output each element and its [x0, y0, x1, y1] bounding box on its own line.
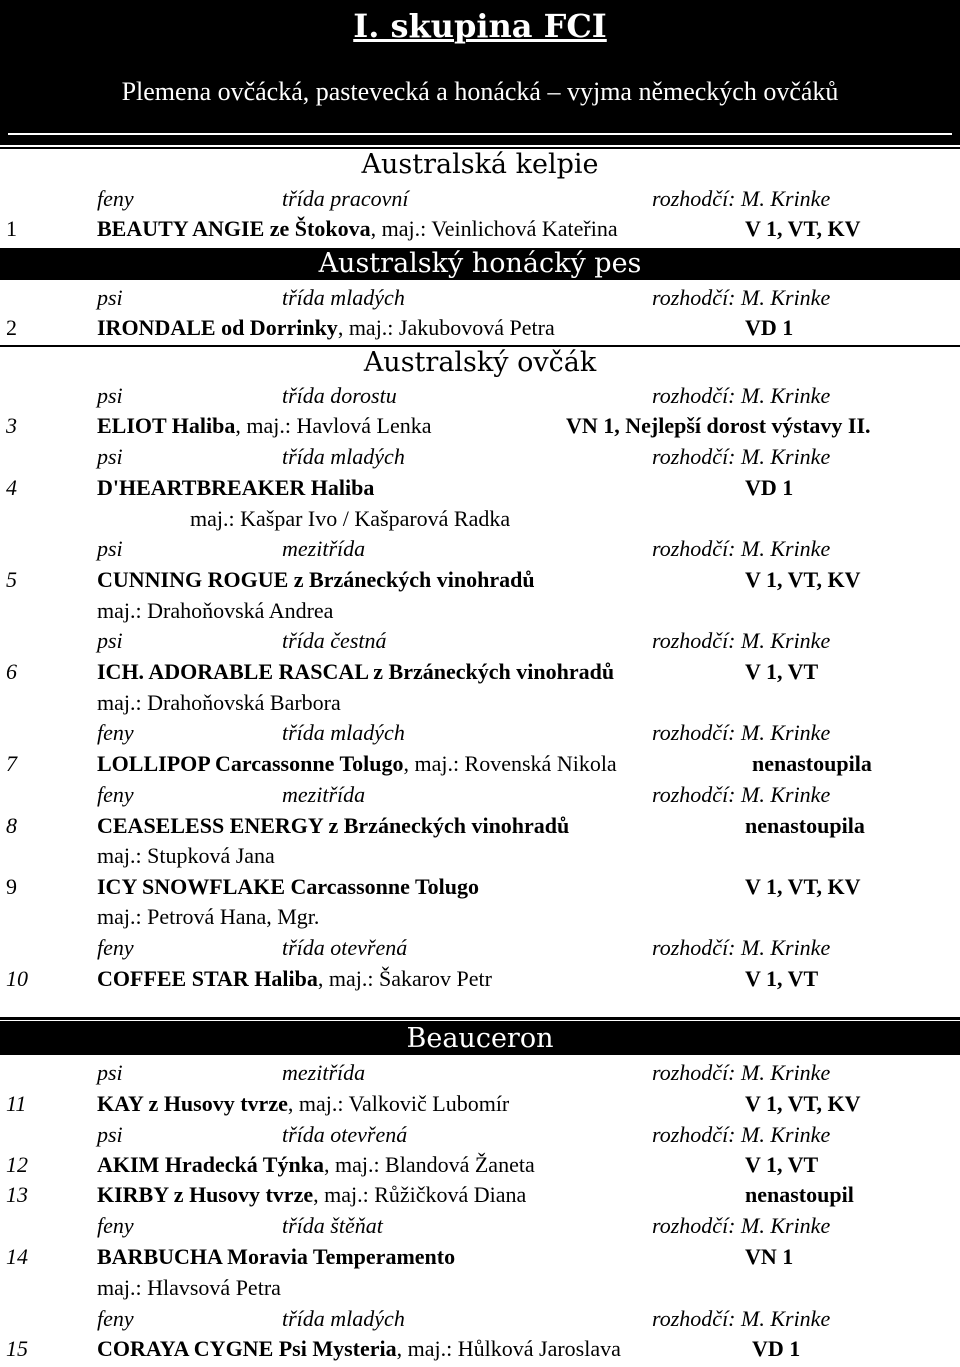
dog-name-text: AKIM Hradecká Týnka [97, 1152, 324, 1177]
class-row [0, 933, 960, 963]
dog-name-text: BEAUTY ANGIE ze Štokova [97, 216, 371, 241]
dog-name-text: COFFEE STAR Haliba [97, 966, 318, 991]
dog-name-text: ICH. ADORABLE RASCAL z Brzáneckých vinohradů [97, 659, 615, 684]
class-sex: feny [97, 1213, 134, 1238]
entry-number: 4 [6, 475, 17, 500]
owner-inline: , maj.: Veinlichová Kateřina [370, 216, 618, 241]
class-name: třída štěňat [282, 1213, 383, 1238]
owner-prefix: maj.: [97, 904, 148, 929]
class-name: třída otevřená [282, 935, 408, 960]
header-rule [8, 133, 952, 135]
class-sex: feny [97, 935, 134, 960]
entry-number: 12 [6, 1152, 28, 1177]
class-row [0, 626, 960, 656]
class-row [0, 1058, 960, 1088]
owner-prefix: maj.: [97, 1275, 148, 1300]
dog-name [97, 1089, 509, 1119]
breed-heading-kelpie: Australská kelpie [0, 147, 960, 181]
entry-row [0, 1334, 960, 1364]
judge-label: rozhodčí: M. Krinke [652, 628, 831, 653]
entry-number: 8 [6, 813, 17, 838]
dog-name-text: ELIOT Haliba [97, 413, 236, 438]
class-sex: feny [97, 186, 134, 211]
class-sex: feny [97, 720, 134, 745]
judge-label: rozhodčí: M. Krinke [652, 383, 831, 408]
result: VN 1 [745, 1244, 794, 1269]
class-name: třída mladých [282, 720, 405, 745]
result: VD 1 [745, 475, 794, 500]
owner-name: Drahoňovská Andrea [147, 598, 334, 623]
dog-name-text: BARBUCHA Moravia Temperamento [97, 1244, 456, 1269]
dog-name [97, 1180, 526, 1210]
class-sex: feny [97, 782, 134, 807]
dog-name-text: LOLLIPOP Carcassonne Tolugo [97, 751, 404, 776]
result: V 1, VT, KV [745, 216, 861, 241]
class-row [0, 1304, 960, 1334]
judge-label: rozhodčí: M. Krinke [652, 1060, 831, 1085]
result: V 1, VT, KV [745, 874, 861, 899]
dog-name [97, 214, 618, 244]
entry-row [0, 1150, 960, 1180]
owner-line [97, 596, 333, 626]
entry-number: 7 [6, 751, 17, 776]
result: V 1, VT [745, 966, 819, 991]
class-row [0, 442, 960, 472]
entry-number: 5 [6, 567, 17, 592]
class-name: třída čestná [282, 628, 387, 653]
result: nenastoupila [752, 751, 872, 776]
dog-name-text: CEASELESS ENERGY z Brzáneckých vinohradů [97, 813, 570, 838]
owner-name: Stupková Jana [147, 843, 275, 868]
dog-name [97, 964, 492, 994]
class-sex: psi [97, 444, 123, 469]
judge-label: rozhodčí: M. Krinke [652, 1213, 831, 1238]
class-row [0, 1120, 960, 1150]
result: V 1, VT, KV [745, 567, 861, 592]
class-name: třída mladých [282, 285, 405, 310]
result: VD 1 [745, 315, 794, 340]
group-header [0, 0, 960, 145]
entry-number: 9 [6, 874, 17, 899]
result: VN 1, Nejlepší dorost výstavy II. [566, 413, 871, 438]
entry-number: 10 [6, 966, 28, 991]
dog-name-text: CORAYA CYGNE Psi Mysteria [97, 1336, 397, 1361]
dog-name [97, 749, 617, 779]
class-sex: psi [97, 1122, 123, 1147]
entry-row [0, 214, 960, 244]
breed-heading-shepherd: Australský ovčák [0, 345, 960, 379]
owner-line [97, 841, 275, 871]
entry-number: 13 [6, 1182, 28, 1207]
owner-line [97, 902, 319, 932]
class-row [0, 534, 960, 564]
entry-row [0, 749, 960, 779]
result: V 1, VT [745, 1152, 819, 1177]
owner-name: Kašpar Ivo / Kašparová Radka [240, 506, 511, 531]
owner-inline: , maj.: Hůlková Jaroslava [396, 1336, 621, 1361]
entry-row [0, 473, 960, 503]
result: nenastoupil [745, 1182, 854, 1207]
result: nenastoupila [745, 813, 865, 838]
owner-line [97, 1273, 281, 1303]
class-name: mezitřída [282, 782, 366, 807]
class-row [0, 283, 960, 313]
breed-heading-cattle-dog: Australský honácký pes [0, 248, 960, 280]
owner-name: Hlavsová Petra [147, 1275, 281, 1300]
entry-number: 14 [6, 1244, 28, 1269]
result: VD 1 [752, 1336, 801, 1361]
class-sex: psi [97, 285, 123, 310]
entry-row [0, 565, 960, 595]
class-sex: psi [97, 628, 123, 653]
group-title: I. skupina FCI [353, 7, 607, 45]
owner-inline: , maj.: Jakubovová Petra [337, 315, 555, 340]
entry-row [0, 1242, 960, 1272]
entry-row [0, 1089, 960, 1119]
judge-label: rozhodčí: M. Krinke [652, 935, 831, 960]
dog-name [97, 313, 555, 343]
section-divider [0, 1017, 960, 1020]
entry-number: 1 [6, 216, 17, 241]
dog-name [97, 1150, 535, 1180]
judge-label: rozhodčí: M. Krinke [652, 782, 831, 807]
dog-name [97, 565, 535, 595]
class-name: třída mladých [282, 444, 405, 469]
class-sex: psi [97, 536, 123, 561]
class-sex: psi [97, 1060, 123, 1085]
dog-name-text: CUNNING ROGUE z Brzáneckých vinohradů [97, 567, 535, 592]
dog-name-text: IRONDALE od Dorrinky [97, 315, 338, 340]
dog-name-text: KAY z Husovy tvrze [97, 1091, 288, 1116]
dog-name [97, 473, 374, 503]
owner-line [97, 688, 341, 718]
owner-name: Petrová Hana, Mgr. [147, 904, 320, 929]
owner-prefix: maj.: [97, 843, 148, 868]
entry-row [0, 1180, 960, 1210]
class-row [0, 184, 960, 214]
class-row [0, 718, 960, 748]
judge-label: rozhodčí: M. Krinke [652, 536, 831, 561]
judge-label: rozhodčí: M. Krinke [652, 186, 831, 211]
class-name: třída dorostu [282, 383, 397, 408]
entry-number: 11 [6, 1091, 27, 1116]
entry-row [0, 411, 960, 441]
owner-inline: , maj.: Růžičková Diana [313, 1182, 527, 1207]
entry-number: 6 [6, 659, 17, 684]
owner-inline: , maj.: Šakarov Petr [317, 966, 492, 991]
dog-name [97, 811, 569, 841]
owner-inline: , maj.: Valkovič Lubomír [287, 1091, 510, 1116]
entry-row [0, 313, 960, 343]
judge-label: rozhodčí: M. Krinke [652, 720, 831, 745]
class-name: třída pracovní [282, 186, 409, 211]
class-sex: psi [97, 383, 123, 408]
dog-name-text: ICY SNOWFLAKE Carcassonne Tolugo [97, 874, 480, 899]
result: V 1, VT, KV [745, 1091, 861, 1116]
class-row [0, 381, 960, 411]
judge-label: rozhodčí: M. Krinke [652, 1306, 831, 1331]
judge-label: rozhodčí: M. Krinke [652, 444, 831, 469]
class-row [0, 780, 960, 810]
owner-line [190, 504, 510, 534]
owner-inline: , maj.: Havlová Lenka [235, 413, 432, 438]
breed-heading-beauceron: Beauceron [0, 1021, 960, 1055]
entry-row [0, 964, 960, 994]
owner-name: Drahoňovská Barbora [147, 690, 341, 715]
class-name: mezitřída [282, 1060, 366, 1085]
owner-prefix: maj.: [97, 690, 148, 715]
class-name: třída mladých [282, 1306, 405, 1331]
dog-name [97, 657, 614, 687]
dog-name [97, 1242, 455, 1272]
entry-row [0, 657, 960, 687]
class-name: třída otevřená [282, 1122, 408, 1147]
dog-name [97, 872, 479, 902]
owner-prefix: maj.: [97, 598, 148, 623]
judge-label: rozhodčí: M. Krinke [652, 1122, 831, 1147]
owner-inline: , maj.: Rovenská Nikola [403, 751, 617, 776]
owner-inline: , maj.: Blandová Žaneta [323, 1152, 535, 1177]
entry-row [0, 872, 960, 902]
class-row [0, 1211, 960, 1241]
class-name: mezitřída [282, 536, 366, 561]
dog-name-text: D'HEARTBREAKER Haliba [97, 475, 375, 500]
entry-number: 2 [6, 315, 17, 340]
entry-row [0, 811, 960, 841]
group-subtitle: Plemena ovčácká, pastevecká a honácká – vyjma německých ovčáků [121, 77, 839, 106]
class-sex: feny [97, 1306, 134, 1331]
entry-number: 3 [6, 413, 17, 438]
dog-name-text: KIRBY z Husovy tvrze [97, 1182, 314, 1207]
result: V 1, VT [745, 659, 819, 684]
owner-prefix: maj.: [190, 506, 241, 531]
entry-number: 15 [6, 1336, 28, 1361]
judge-label: rozhodčí: M. Krinke [652, 285, 831, 310]
dog-name [97, 411, 431, 441]
dog-name [97, 1334, 621, 1364]
